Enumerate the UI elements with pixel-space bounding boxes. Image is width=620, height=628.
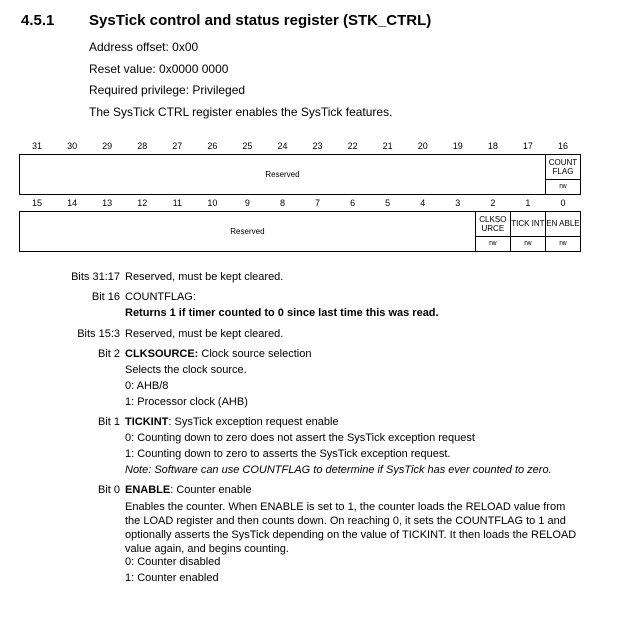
bit-number: 13 [102, 197, 113, 208]
bit-number: 14 [67, 197, 78, 208]
bit-0-name: ENABLE [125, 484, 171, 496]
bit-1-heading [125, 416, 339, 428]
bit-number: 23 [312, 140, 323, 151]
bit-1-value-1: 1: Counting down to zero to asserts the SysTick exception request. [125, 448, 451, 460]
bit-number: 22 [347, 140, 358, 151]
reset-value: Reset value: 0x0000 0000 [89, 62, 229, 76]
bit-number-row-lower [20, 194, 581, 212]
enable-access: rw [545, 236, 580, 251]
section-number: 4.5.1 [21, 12, 55, 29]
bit-1-name: TICKINT [125, 416, 169, 428]
reserved-field-lower: Reserved [20, 212, 476, 252]
bit-number: 12 [137, 197, 148, 208]
bit-1-label: Bit 1 [97, 416, 120, 428]
bit-number: 26 [207, 140, 218, 151]
bit-number: 17 [522, 140, 533, 151]
section-title: SysTick control and status register (STK_CTRL) [89, 12, 432, 29]
register-upper-half [19, 137, 581, 195]
tickint-field: TICK INT [510, 212, 545, 237]
bit-number: 8 [279, 197, 285, 208]
bit-0-value-1: 1: Counter enabled [125, 572, 219, 584]
bit-number: 11 [172, 197, 182, 208]
countflag-field: COUNT FLAG [545, 155, 580, 180]
bit-2-title: Clock source selection [201, 348, 312, 360]
register-intro: The SysTick CTRL register enables the SysTick features. [89, 105, 393, 119]
clksource-access: rw [475, 236, 510, 251]
bit-0-heading [125, 484, 252, 496]
bit-16-name: COUNTFLAG: [125, 291, 196, 303]
bit-number: 31 [32, 140, 43, 151]
bit-1-note: Note: Software can use COUNTFLAG to determine if SysTick has ever counted to zero. [125, 464, 552, 476]
bit-number: 2 [490, 197, 496, 208]
bit-number: 19 [452, 140, 463, 151]
bit-number: 16 [557, 140, 568, 151]
bit-number: 9 [244, 197, 250, 208]
reserved-field-upper: Reserved [20, 155, 546, 195]
clksource-field: CLKSO URCE [475, 212, 510, 237]
countflag-access: rw [545, 179, 580, 194]
bit-number: 21 [382, 140, 393, 151]
bit-number-row-upper [20, 137, 581, 155]
bits-15-3-label: Bits 15:3 [77, 328, 120, 340]
bit-16-label: Bit 16 [91, 291, 120, 303]
bit-number: 7 [315, 197, 321, 208]
enable-field: EN ABLE [545, 212, 580, 237]
register-lower-half [19, 194, 581, 252]
bit-number: 18 [487, 140, 498, 151]
bit-2-heading [125, 348, 311, 360]
bit-number: 1 [525, 197, 531, 208]
bits-31-17-text: Reserved, must be kept cleared. [125, 271, 284, 283]
bit-0-title: : Counter enable [170, 484, 252, 496]
bit-number: 4 [420, 197, 426, 208]
bit-0-value-0: 0: Counter disabled [125, 556, 221, 568]
bit-16-desc: Returns 1 if timer counted to 0 since last time this was read. [125, 307, 439, 319]
bit-number: 24 [277, 140, 288, 151]
bit-0-desc: Enables the counter. When ENABLE is set to 1, the counter loads the RELOAD value from the LOAD register and then counts down. On reaching 0, it sets the COUNTFLAG to 1 and optionally asserts the SysTick depending on the value of TICKINT. It then loads the RELOAD value again, and begins counting. [125, 501, 577, 555]
bit-number: 28 [137, 140, 148, 151]
bit-2-value-0: 0: AHB/8 [125, 380, 169, 392]
bit-2-label: Bit 2 [97, 348, 120, 360]
bit-number: 29 [102, 140, 113, 151]
bit-number: 3 [455, 197, 461, 208]
bits-15-3-text: Reserved, must be kept cleared. [125, 328, 284, 340]
bit-number: 5 [385, 197, 391, 208]
bits-31-17-label: Bits 31:17 [71, 271, 120, 283]
bit-number: 25 [242, 140, 253, 151]
required-privilege: Required privilege: Privileged [89, 83, 246, 97]
bit-number: 27 [172, 140, 183, 151]
bit-number: 20 [417, 140, 428, 151]
bit-2-value-1: 1: Processor clock (AHB) [125, 396, 248, 408]
address-offset: Address offset: 0x00 [89, 40, 199, 54]
bit-2-name: CLKSOURCE: [125, 348, 199, 360]
bit-0-label: Bit 0 [97, 484, 120, 496]
bit-number: 0 [560, 197, 566, 208]
bit-number: 10 [207, 197, 218, 208]
bit-1-value-0: 0: Counting down to zero does not assert the SysTick exception request [125, 432, 475, 444]
tickint-access: rw [510, 236, 545, 251]
bit-2-desc: Selects the clock source. [125, 364, 247, 376]
bit-number: 30 [67, 140, 78, 151]
bit-number: 15 [32, 197, 43, 208]
bit-1-title: : SysTick exception request enable [168, 416, 339, 428]
bit-number: 6 [350, 197, 356, 208]
